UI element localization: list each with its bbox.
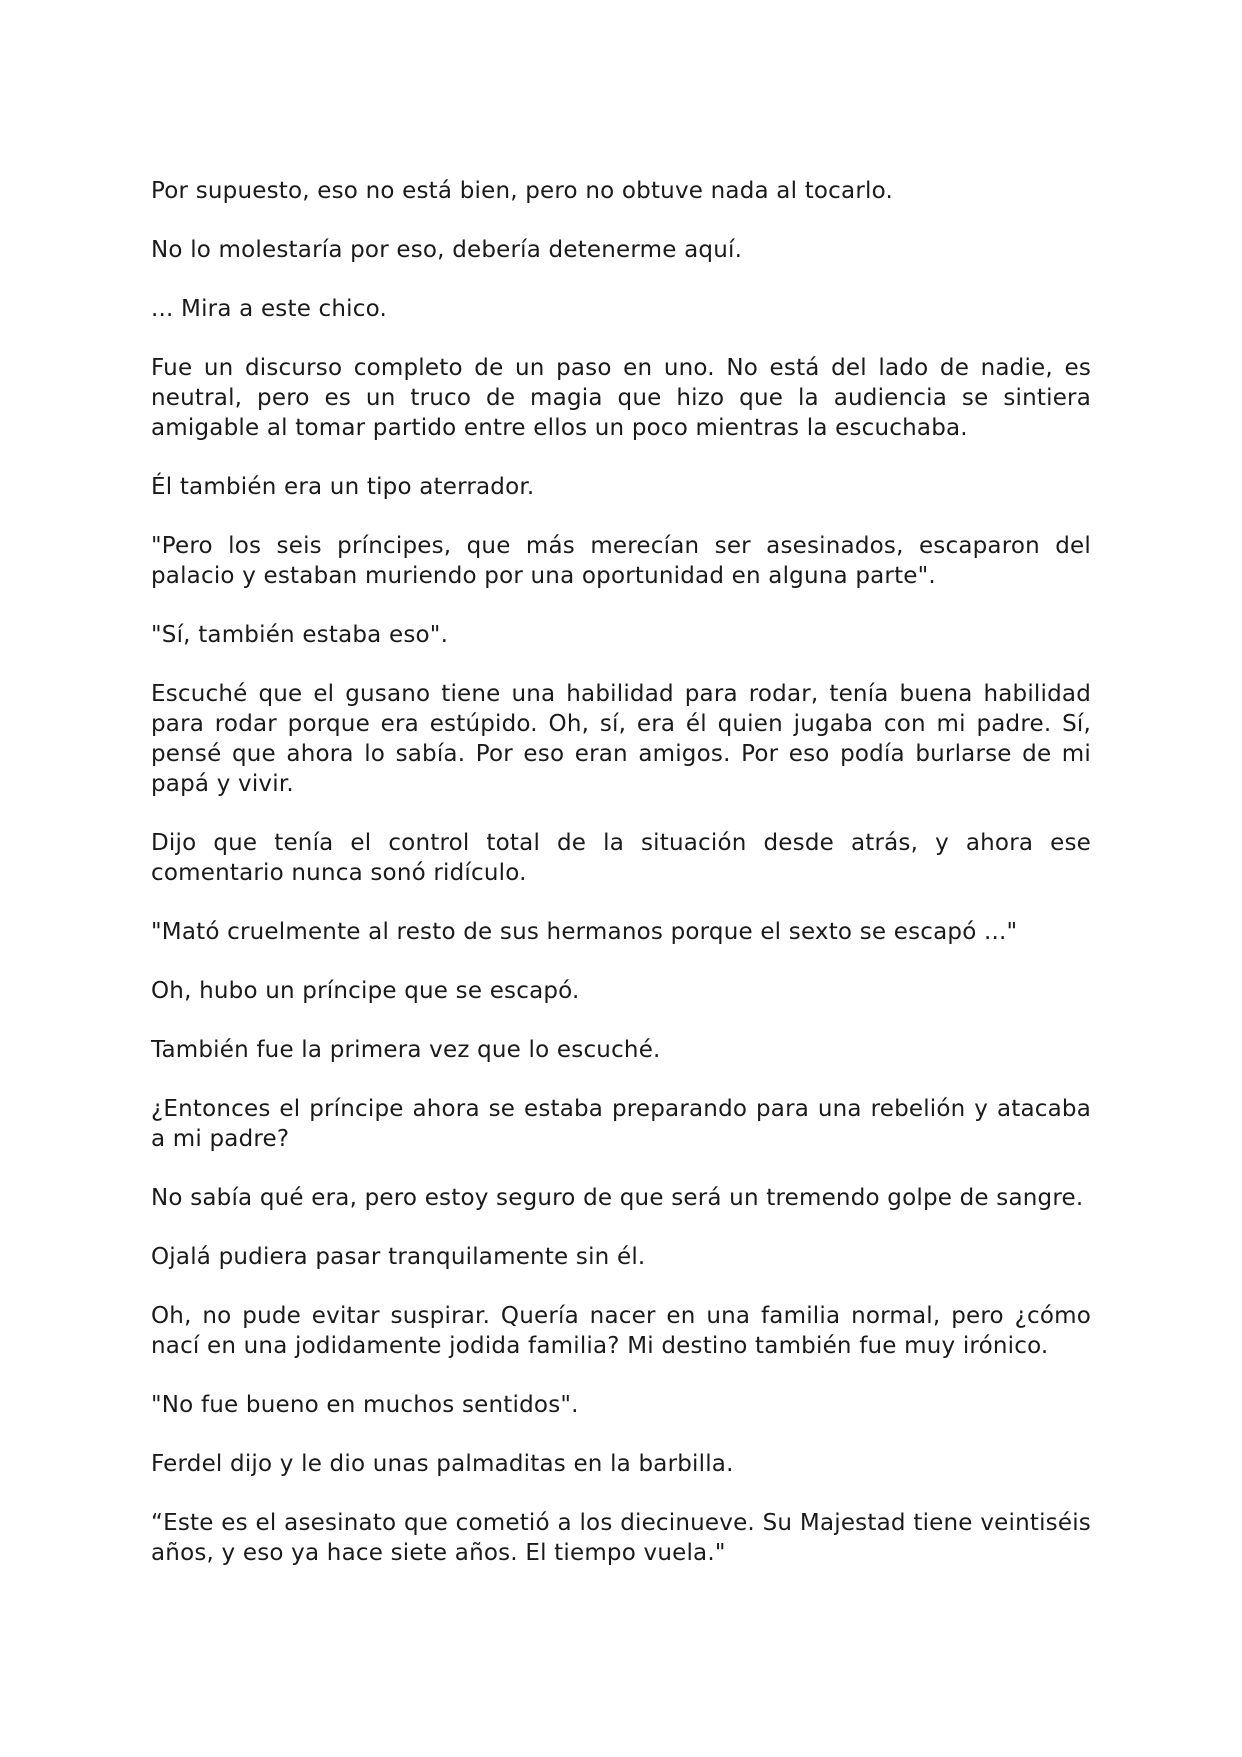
paragraph: Oh, hubo un príncipe que se escapó. <box>151 978 580 1004</box>
paragraph: Por supuesto, eso no está bien, pero no obtuve nada al tocarlo. <box>151 178 893 204</box>
paragraph: "Pero los seis príncipes, que más merecían ser asesinados, escaparon del palacio y estaban muriendo por una oportunidad en alguna parte". <box>151 533 1091 589</box>
paragraph: ¿Entonces el príncipe ahora se estaba preparando para una rebelión y atacaba a mi padre? <box>151 1096 1091 1152</box>
paragraph: Él también era un tipo aterrador. <box>151 474 535 500</box>
paragraph: No lo molestaría por eso, debería detenerme aquí. <box>151 237 743 263</box>
paragraph: "No fue bueno en muchos sentidos". <box>151 1392 579 1418</box>
paragraph: No sabía qué era, pero estoy seguro de que será un tremendo golpe de sangre. <box>151 1185 1084 1211</box>
paragraph: ... Mira a este chico. <box>151 296 387 322</box>
paragraph: “Este es el asesinato que cometió a los diecinueve. Su Majestad tiene veintiséis años, y eso ya hace siete años. El tiempo vuela." <box>151 1510 1091 1566</box>
paragraph: También fue la primera vez que lo escuché. <box>151 1037 661 1063</box>
document-body <box>151 176 1091 1597</box>
paragraph: Oh, no pude evitar suspirar. Quería nacer en una familia normal, pero ¿cómo nací en una jodidamente jodida familia? Mi destino también fue muy irónico. <box>151 1303 1091 1359</box>
paragraph: "Sí, también estaba eso". <box>151 622 449 648</box>
paragraph: "Mató cruelmente al resto de sus hermanos porque el sexto se escapó ..." <box>151 919 1018 945</box>
paragraph: Ferdel dijo y le dio unas palmaditas en la barbilla. <box>151 1451 734 1477</box>
paragraph: Ojalá pudiera pasar tranquilamente sin él. <box>151 1244 646 1270</box>
paragraph: Escuché que el gusano tiene una habilidad para rodar, tenía buena habilidad para rodar porque era estúpido. Oh, sí, era él quien jugaba con mi padre. Sí, pensé que ahora lo sabía. Por eso eran amigos. Por eso podía burlarse de mi papá y vivir. <box>151 681 1091 797</box>
paragraph: Fue un discurso completo de un paso en uno. No está del lado de nadie, es neutral, pero es un truco de magia que hizo que la audiencia se sintiera amigable al tomar partido entre ellos un poco mientras la escuchaba. <box>151 355 1091 441</box>
paragraph: Dijo que tenía el control total de la situación desde atrás, y ahora ese comentario nunca sonó ridículo. <box>151 830 1091 886</box>
